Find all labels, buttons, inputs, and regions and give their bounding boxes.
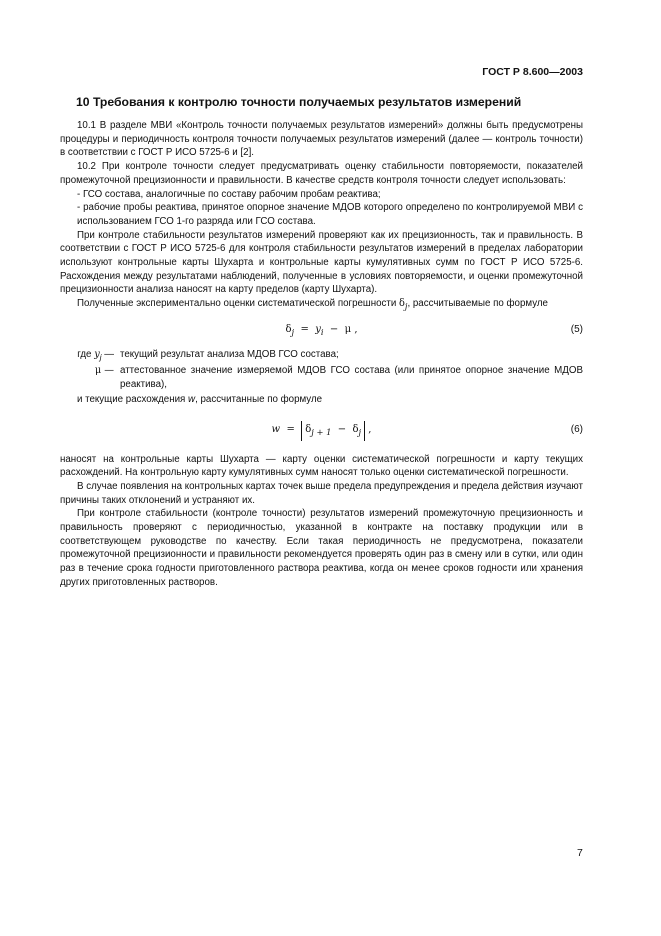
page-number: 7 [577,847,583,859]
document-body [60,119,583,590]
paragraph-stability: При контроле стабильности результатов измерений проверяют как их прецизионность, так и правильность. В соответствии с ГОСТ Р ИСО 5725-6 для контроля стабильности результатов измерений в пределах лаборатории используют контрольные карты Шухарта и контрольные карты кумулятивных сумм по ГОСТ Р ИСО 5725-6. Расхождения между результатами наблюдений, полученные в условиях повторяемости, и оценки промежуточной прецизионности анализа наносят на карту пределов (карту Шухарта). [60,229,583,296]
formula-6-number: (6) [570,423,583,435]
variable-term: где $y_j$ — [77,348,114,362]
formula-6-expression: $w = \delta_{j + 1} - \delta_j$ , [60,421,583,441]
paragraph-periodicity: При контроле стабильности (контроле точности) результатов измерений промежуточную прецизионность и правильность проверяют с периодичностью, указанной в контракте на поставку продукции или в соответствующем руководстве по качеству. Если такая периодичность не предусмотрена, показатели промежуточной прецизионности и правильности рекомендуется проверять один раз в смену или в сутки, или один раз в течение срока годности приготовленного раствора реактива, когда он менее сроков годности или хранения других приготовленных растворов. [60,508,583,588]
formula-5-number: (5) [570,323,583,335]
list-item: - ГСО состава, аналогичные по составу рабочим пробам реактива; [77,188,381,200]
paragraph-10-1: 10.1 В разделе МВИ «Контроль точности получаемых результатов измерений» должны быть предусмотрены процедуры и периодичность контроля точности получаемых результатов измерений (далее — контроль точности) в соответствии с ГОСТ Р ИСО 5725-6 и [2]. [60,120,583,159]
document-id: ГОСТ Р 8.600—2003 [482,66,583,78]
section-title: 10 Требования к контролю точности получаемых результатов измерений [76,95,522,109]
variable-term: μ — [94,365,114,377]
list-item: - рабочие пробы реактива, принятое опорное значение МДОВ которого определено по контролируемой МВИ с использованием ГСО 1-го разряда или ГСО состава. [77,202,583,227]
formula-5 [60,314,583,348]
formula-5-expression: $\delta_j = y_i - \mu$ , [285,323,358,337]
formula-6-intro: и текущие расхождения w, рассчитанные по формуле [77,393,323,405]
paragraph-warning-limits: В случае появления на контрольных картах точек выше предела предупреждения и предела действия изучают причины таких отклонений и устраняют их. [60,480,583,506]
paragraph-systematic-error [60,297,583,314]
variable-description: аттестованное значение измеряемой МДОВ ГСО состава (или принятое опорное значение МДОВ реактива), [120,365,583,391]
text-segment: , рассчитываемые по формуле [407,298,548,310]
variable-definitions [60,348,583,392]
text-segment: Полученные экспериментально оценки систематической погрешности [77,298,400,310]
variable-description: текущий результат анализа МДОВ ГСО состава; [120,348,339,360]
paragraph-10-2: 10.2 При контроле точности следует предусматривать оценку стабильности повторяемости, показателей промежуточной прецизионности и правильности. В качестве средств контроля точности следует использовать: [60,161,583,186]
paragraph-charts: наносят на контрольные карты Шухарта — карту оценки систематической погрешности и карту текущих расхождений. На контрольную карту кумулятивных сумм наносят только оценки систематической погрешности. [60,453,583,479]
formula-6 [60,407,583,453]
delta-symbol: $\delta_j$ [399,298,408,312]
